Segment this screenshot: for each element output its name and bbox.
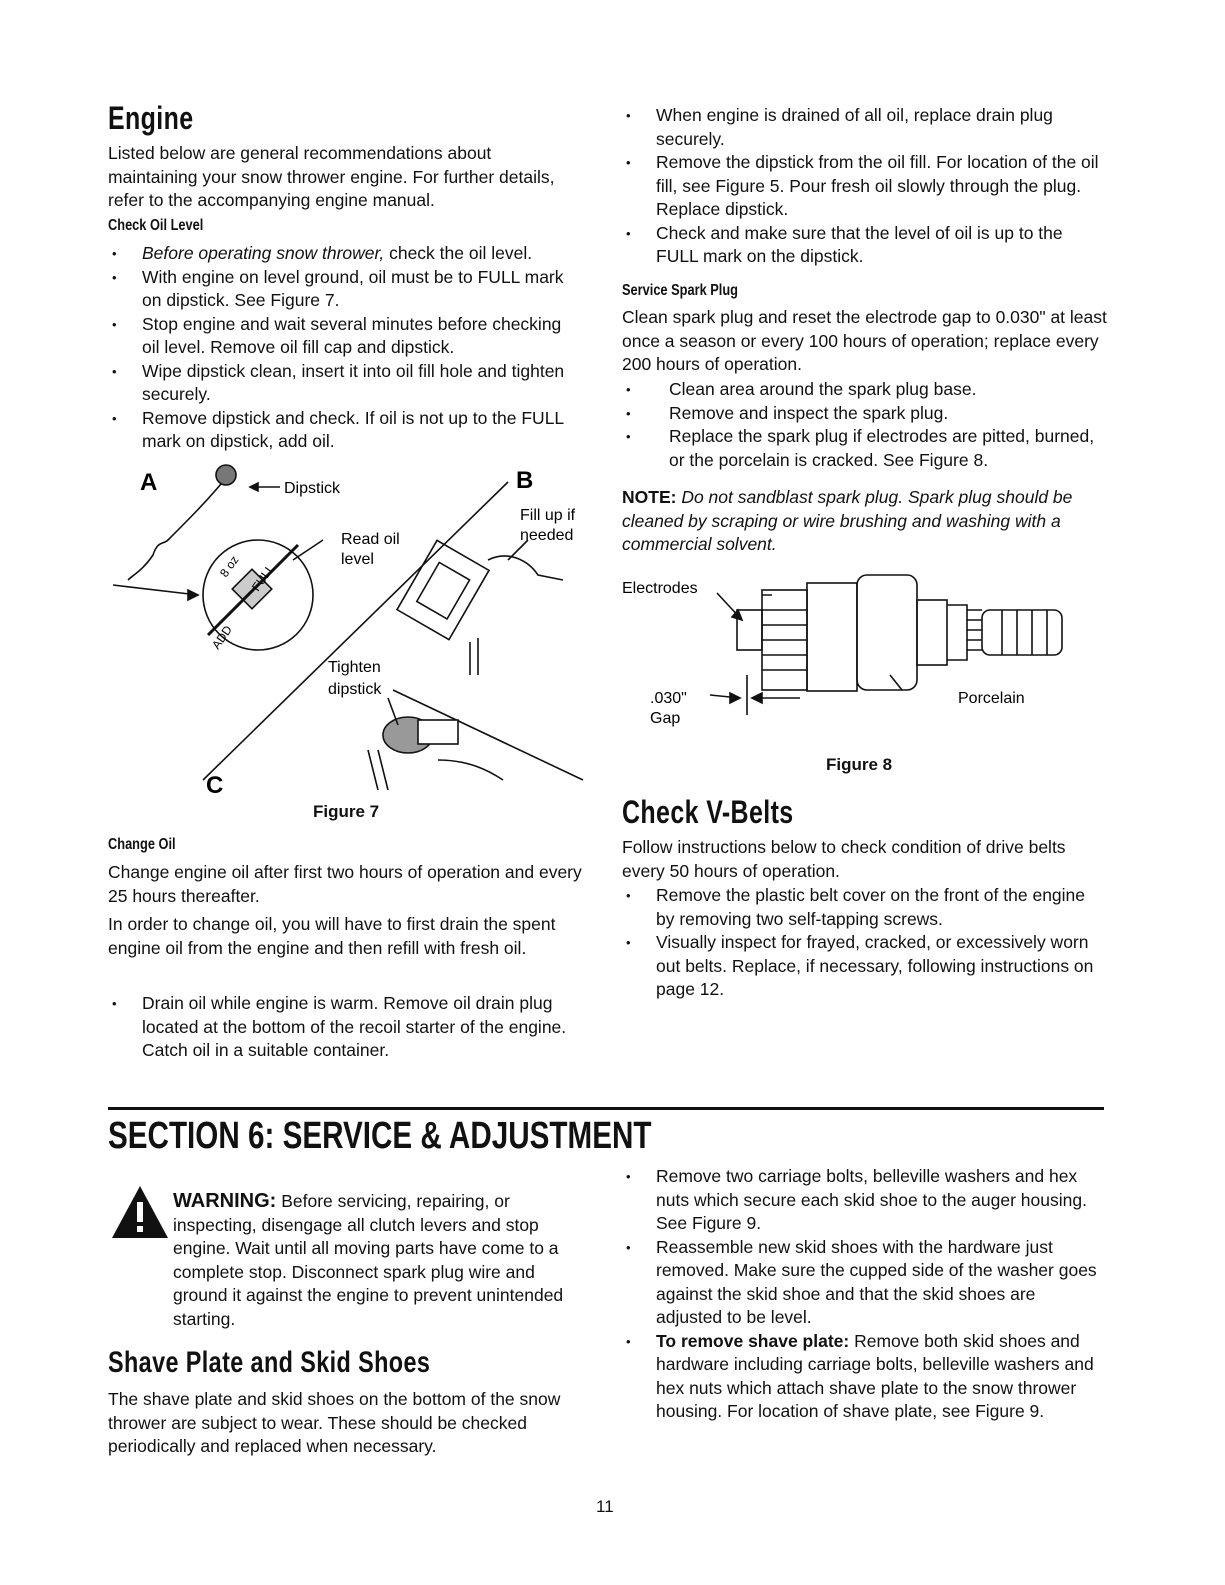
figure8-illustration — [622, 565, 1092, 735]
fill-up-label: Fill up if — [520, 507, 576, 524]
spark-plug-list — [622, 378, 1102, 472]
gauge-full-label: FULL — [248, 561, 278, 594]
porcelain-label: Porcelain — [958, 690, 1025, 707]
list-item: • Reassemble new skid shoes with the hardware just removed. Make sure the cupped side of the washer goes against the skid shoe and that the skid shoes are adjusted to be level. — [622, 1236, 1102, 1330]
dipstick-cap — [216, 465, 236, 485]
engine-intro: Listed below are general recommendations about maintaining your snow thrower engine. For further details, refer to the accompanying engine manual. — [108, 143, 555, 210]
section-divider — [108, 1107, 1104, 1110]
section-title: SECTION 6: SERVICE & ADJUSTMENT — [108, 1115, 652, 1157]
list-item: • With engine on level ground, oil must be to FULL mark on dipstick. See Figure 7. — [108, 266, 578, 313]
read-oil-label-2: level — [341, 551, 374, 568]
spark-plug-heading: Service Spark Plug — [622, 282, 738, 299]
seat — [857, 575, 917, 690]
list-item: • Check and make sure that the level of oil is up to the FULL mark on the dipstick. — [622, 222, 1102, 269]
ribs — [947, 605, 967, 660]
gap-label-2: Gap — [650, 710, 681, 727]
remove-shave-plate-label: To remove shave plate: — [656, 1330, 850, 1351]
tighten-label: Tighten — [328, 659, 381, 676]
list-item: • Remove two carriage bolts, belleville washers and hex nuts which secure each skid shoe to the auger housing. See Figure 9. — [622, 1165, 1102, 1236]
list-item: • To remove shave plate: Remove both skid shoes and hardware including carriage bolts, belleville washers and hex nuts which attach shave plate to the snow thrower housing. For location of shave plate, see Figure 9. — [622, 1330, 1102, 1424]
figure7-caption: Figure 7 — [313, 802, 380, 821]
list-item: • Remove the dipstick from the oil fill. For location of the oil fill, see Figure 5. Pour fresh oil slowly through the plug. Replace dipstick. — [622, 151, 1102, 222]
spark-plug-para: Clean spark plug and reset the electrode gap to 0.030" at least once a season or every 100 hours of operation; replace every 200 hours of operation. — [622, 307, 1107, 374]
gauge-oz-label: 8 oz — [216, 553, 242, 580]
divider-c — [203, 482, 508, 780]
change-oil-list — [108, 992, 588, 1063]
shave-plate-para: The shave plate and skid shoes on the bottom of the snow thrower are subject to wear. These should be checked periodically and replaced when necessary. — [108, 1389, 561, 1456]
terminal — [982, 610, 1062, 655]
list-item: • Wipe dipstick clean, insert it into oil fill hole and tighten securely. — [108, 360, 578, 407]
figure-label-c: C — [206, 772, 224, 799]
electrodes-label: Electrodes — [622, 580, 698, 597]
dipstick-label: Dipstick — [284, 480, 341, 497]
figure-label-a: A — [140, 469, 158, 496]
list-item: • Remove dipstick and check. If oil is not up to the FULL mark on dipstick, add oil. — [108, 407, 578, 454]
note-label: NOTE: — [622, 487, 677, 507]
warning-label: WARNING: — [173, 1190, 277, 1212]
check-oil-list — [108, 242, 578, 454]
list-item: • Clean area around the spark plug base. — [622, 378, 1102, 402]
oil-bottle — [397, 540, 489, 639]
list-item: • Visually inspect for frayed, cracked, or excessively worn out belts. Replace, if necessary, following instructions on page 12. — [622, 931, 1102, 1002]
hex-nut — [807, 583, 857, 691]
tighten-label-2: dipstick — [328, 681, 382, 698]
check-vbelts-heading: Check V-Belts — [622, 794, 794, 830]
list-item: • Drain oil while engine is warm. Remove oil drain plug located at the bottom of the recoil starter of the engine. Catch oil in a suitable container. — [108, 992, 588, 1063]
check-oil-heading: Check Oil Level — [108, 217, 204, 234]
list-item: • Stop engine and wait several minutes before checking oil level. Remove oil fill cap and dipstick. — [108, 313, 578, 360]
list-item: • Remove and inspect the spark plug. — [622, 402, 1102, 426]
porcelain-body — [917, 600, 947, 665]
engine-heading: Engine — [108, 100, 194, 136]
engine-fill — [488, 556, 563, 580]
change-oil-para2: In order to change oil, you will have to first drain the spent engine oil from the engine and then refill with fresh oil. — [108, 914, 556, 958]
list-item: • Remove the plastic belt cover on the front of the engine by removing two self-tapping screws. — [622, 884, 1102, 931]
read-oil-label: Read oil — [341, 531, 400, 548]
fill-up-label-2: needed — [520, 527, 574, 544]
list-item: • Replace the spark plug if electrodes are pitted, burned, or the porcelain is cracked. See Figure 8. — [622, 425, 1102, 472]
skid-shoe-list — [622, 1165, 1102, 1424]
drain-list — [622, 104, 1102, 269]
warning-text: Before servicing, repairing, or inspecting, disengage all clutch levers and stop engine. Wait until all moving parts have come to a complete stop. Disconnect spark plug wire and ground it against the engine to prevent unintended starting. — [173, 1191, 564, 1329]
list-item: • Before operating snow thrower, check the oil level. — [108, 242, 578, 266]
change-oil-para1: Change engine oil after first two hours of operation and every 25 hours thereafter. — [108, 862, 582, 906]
note-text: Do not sandblast spark plug. Spark plug should be cleaned by scraping or wire brushing and washing with a commercial solvent. — [622, 487, 1073, 554]
vbelts-para: Follow instructions below to check condition of drive belts every 50 hours of operation. — [622, 837, 1066, 881]
gap-label: .030" — [650, 690, 687, 707]
note-paragraph — [622, 486, 1107, 557]
figure-label-b: B — [516, 467, 534, 494]
gauge-add-label: ADD — [208, 622, 235, 652]
figure7-illustration — [108, 460, 598, 800]
shave-plate-heading: Shave Plate and Skid Shoes — [108, 1346, 431, 1379]
list-item: • When engine is drained of all oil, replace drain plug securely. — [622, 104, 1102, 151]
vbelts-list — [622, 884, 1102, 1002]
warning-icon — [110, 1184, 170, 1240]
page-number: 11 — [596, 1497, 614, 1516]
warning-paragraph — [173, 1190, 588, 1331]
figure8-caption: Figure 8 — [826, 755, 893, 774]
change-oil-heading: Change Oil — [108, 836, 176, 853]
